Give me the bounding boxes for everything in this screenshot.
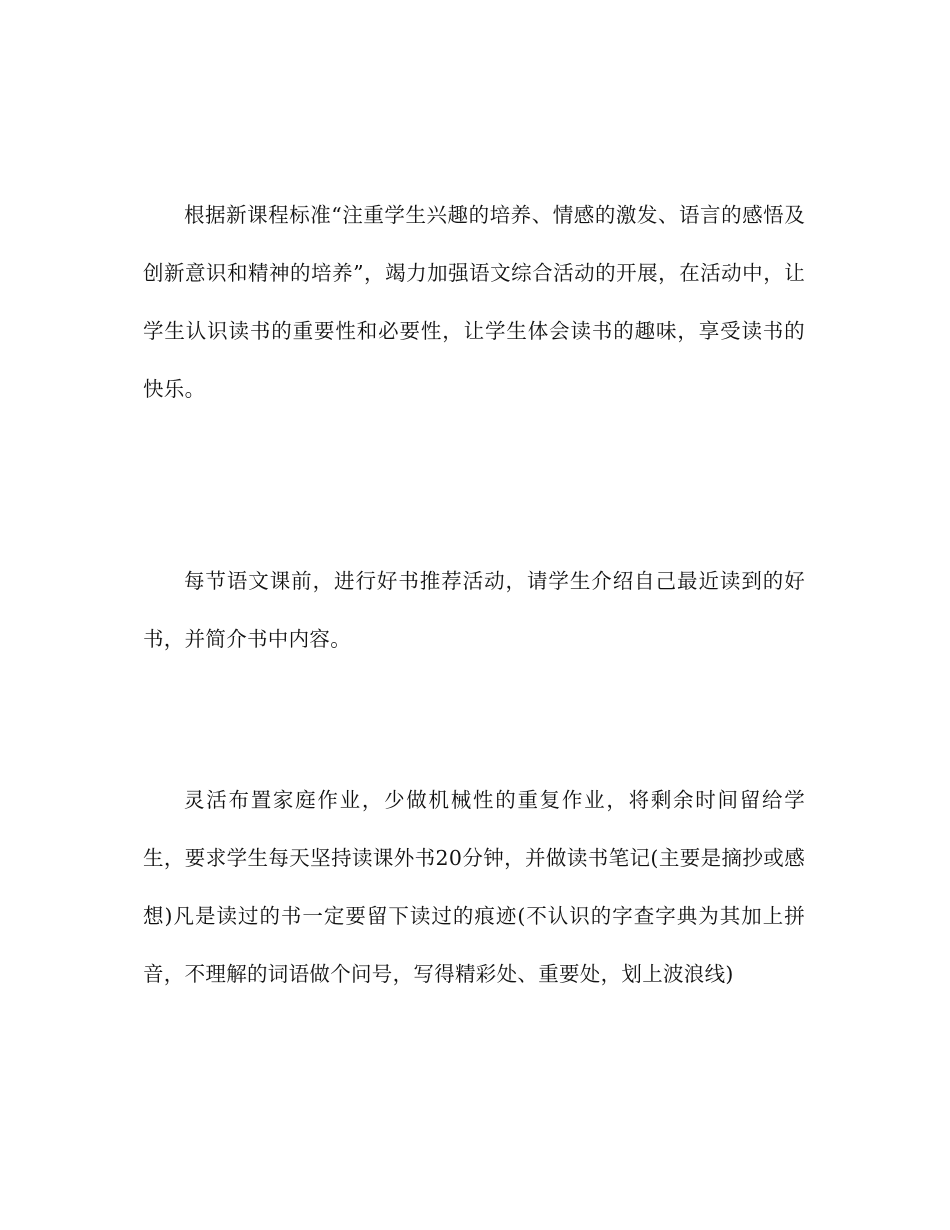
paragraph-homework-reading-notes: 灵活布置家庭作业，少做机械性的重复作业，将剩余时间留给学生，要求学生每天坚持读课外书20分钟，并做读书笔记(主要是摘抄或感想)凡是读过的书一定要留下读过的痕迹(不认识的字查字典为其加上拼音，不理解的词语做个问号，写得精彩处、重要处，划上波浪线) — [143, 788, 805, 986]
paragraph-reading-goals: 根据新课程标准“注重学生兴趣的培养、情感的激发、语言的感悟及创新意识和精神的培养”，竭力加强语文综合活动的开展，在活动中，让学生认识读书的重要性和必要性，让学生体会读书的趣味，享受读书的快乐。 — [143, 203, 805, 401]
paragraph-book-recommendation: 每节语文课前，进行好书推荐活动，请学生介绍自己最近读到的好书，并简介书中内容。 — [143, 569, 805, 651]
